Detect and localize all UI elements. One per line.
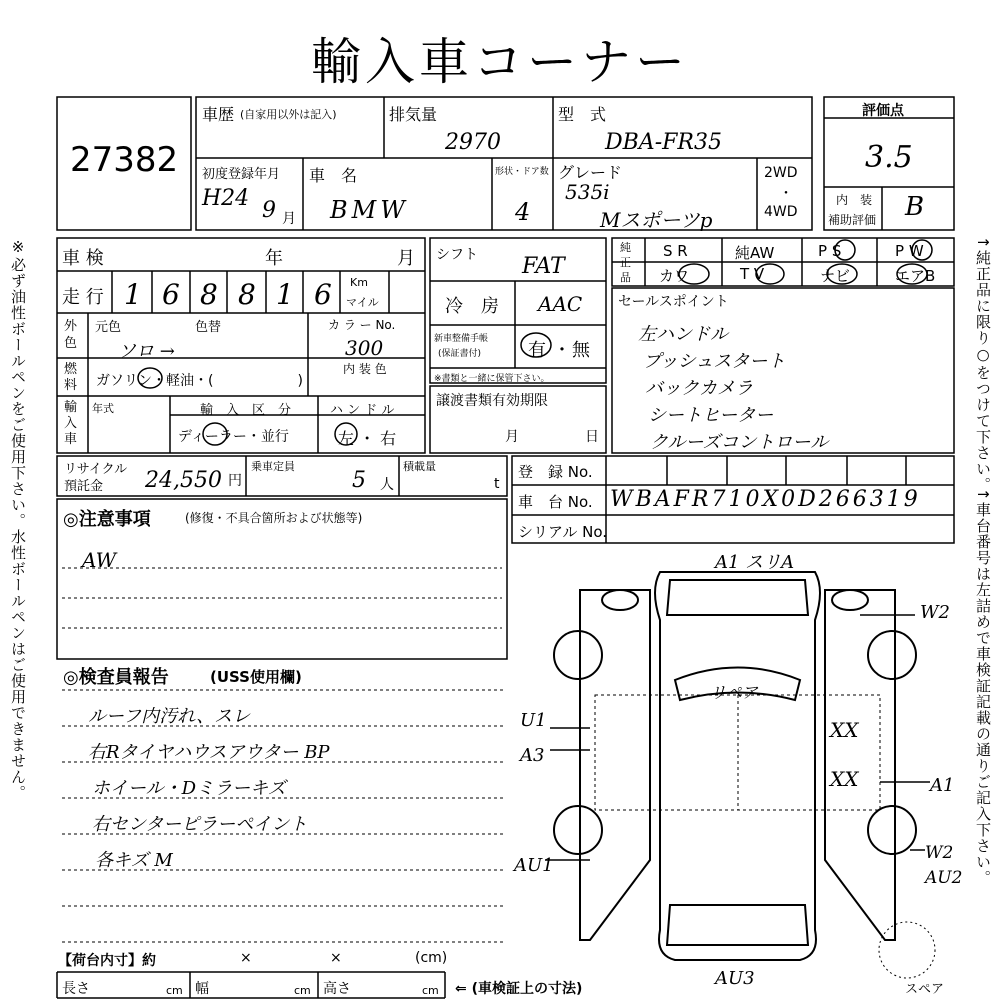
lot-number: 27382 [70,140,179,180]
diagram-left-2: A3 [520,745,545,766]
first-reg-year: H24 [202,186,250,211]
first-reg-month-unit: 月 [282,211,296,227]
diagram-spare-label: スペア [905,982,945,997]
mileage-unit-mile: マイル [346,296,379,309]
equip-ps: P S [818,242,842,260]
handle-label: ハ ン ド ル [330,403,395,418]
inspector-item-4: 右センターピラーペイント [92,814,308,835]
handle-value: 左 ・ 右 [338,429,397,448]
diagram-left-1: U1 [520,710,547,731]
doors-label: 形状・ドア数 [495,167,549,177]
cargo-width-unit: cm [294,984,311,997]
first-reg-month: 9 [262,198,276,223]
diagram-au2: AU2 [925,868,963,888]
interior-label: 内 装 [836,193,873,207]
cautions-label: ◎注意事項 [63,509,151,530]
first-reg-label: 初度登録年月 [202,167,281,182]
diagram-au1: AU1 [514,855,554,876]
sales-points-label: セールスポイント [618,294,729,310]
load-unit: t [494,476,500,492]
interior-sub-label: 補助評価 [828,213,877,227]
diagram-xx-2: XX [830,767,859,791]
capacity-value: 5 [352,468,366,493]
exterior-color-label: 外色 [64,319,78,351]
interior-color-label: 内 装 色 [343,362,387,376]
drive-dot: ・ [779,186,793,202]
maintenance-note: ※書類と一緒に保管下さい。 [434,374,550,384]
car-name-value: BMW [330,196,409,224]
equip-navi: ナビ [820,267,851,285]
mileage-digit-5: 1 [276,278,294,311]
capacity-label: 乗車定員 [251,460,295,473]
diagram-w2-bottom: W2 [925,843,954,863]
ac-label: 冷 房 [445,296,499,317]
history-label: 車歴 [202,105,235,124]
diagram-rear-note: AU3 [715,968,755,989]
maintenance-label: 新車整備手帳 [434,334,489,344]
import-type-value: ディーラー・並行 [178,429,289,445]
inspector-label: ◎検査員報告 [63,667,169,688]
sales-point-3: バックカメラ [645,378,753,399]
inspector-item-2: 右Rタイヤハウスアウター BP [88,742,330,763]
recycle-label: リサイクル [64,462,128,477]
exterior-orig-label: 元色 [95,320,122,335]
cargo-length-label: 長さ [62,981,90,997]
recycle-sub-label: 預託金 [64,479,104,494]
grade-value-1: 535i [565,180,610,204]
color-no-value: 300 [345,336,384,360]
inspection-year: 年 [265,248,283,269]
cargo-x1: × [240,950,252,966]
car-name-label: 車 名 [309,166,358,185]
evaluation-score: 3.5 [865,140,913,175]
page-title: 輸入車コーナー [311,33,689,91]
maintenance-sub-label: (保証書付) [438,349,482,359]
cautions-note: (修復・不具合箇所および状態等) [185,511,363,525]
car-diagram [520,560,963,980]
import-type-label: 輸 入 区 分 [200,403,292,418]
transfer-label: 譲渡書類有効期限 [436,393,548,409]
history-note: (自家用以外は記入) [240,108,337,121]
handle-left-circle [332,420,360,448]
drive-2wd: 2WD [764,165,798,181]
left-margin-note: ※必ず油性ボールペンをご使用下さい。水性ボールペンはご使用できません。 [9,238,27,801]
chassis-label: 車 台 No. [518,493,593,511]
right-margin-note-chassis: ↑車台番号は左詰めで車検証記載の通りご記入下さい。 [974,488,992,886]
diagram-xx-1: XX [830,718,859,742]
equip-leather: カワ [659,267,690,285]
recycle-value: 24,550 [145,468,222,493]
cargo-note: ⇐ (車検証上の寸法) [455,981,583,997]
mileage-digit-4: 8 [238,278,256,311]
fuel-label: 燃料 [64,362,78,393]
color-no-label: カ ラ ー No. [328,318,396,332]
exterior-orig-value: ソロ → [118,341,175,362]
model-type-value: DBA-FR35 [605,130,722,155]
diagram-front-note: A1 スリA [715,552,795,573]
inspector-item-3: ホイール・Dミラーキズ [92,778,286,799]
load-label: 積載量 [403,460,436,473]
equip-tv: T V [740,265,765,283]
grade-value-2: Mスポーツp [600,208,713,232]
cautions-value: AW [82,548,117,572]
doors-value: 4 [515,198,531,226]
model-type-label: 型 式 [558,105,607,124]
diagram-roof-note: リペア [710,683,758,702]
sales-point-5: クルーズコントロール [650,432,829,453]
maintenance-dot: ・ [553,340,571,361]
mileage-unit-km: Km [350,276,368,289]
mileage-digit-6: 6 [314,278,332,311]
displacement-label: 排気量 [389,105,438,124]
shift-value: FAT [522,254,565,279]
cargo-x2: × [330,950,342,966]
mileage-label: 走 行 [62,287,104,308]
equip-pw: P W [895,242,924,260]
equipment-circles [612,238,954,286]
cargo-label: 【荷台内寸】約 [58,953,156,969]
mileage-digit-1: 1 [124,278,142,311]
inspector-item-1: ルーフ内汚れ、スレ [88,706,251,727]
transfer-day: 日 [585,429,599,445]
inspection-label: 車 検 [62,248,104,269]
sales-point-4: シートヒーター [648,405,774,426]
equipment-label: 純正品 [620,241,631,284]
maintenance-yes: 有 [528,340,546,361]
interior-value: B [905,192,925,222]
registration-label: 登 録 No. [518,463,593,481]
drive-4wd: 4WD [764,204,798,220]
cargo-unit: (cm) [415,950,448,966]
ac-value: AAC [538,292,583,316]
transfer-month: 月 [505,429,519,445]
inspection-month: 月 [397,248,415,269]
sales-point-1: 左ハンドル [638,324,728,345]
inspector-note: (USS使用欄) [210,668,302,686]
import-dealer-circle [200,420,230,448]
evaluation-label: 評価点 [862,103,904,119]
mileage-digit-2: 6 [162,278,180,311]
maintenance-yes-circle [518,330,554,360]
recycle-unit: 円 [228,473,242,489]
import-year-label: 年式 [92,402,114,415]
equip-sr: S R [663,242,688,260]
maintenance-no: 無 [572,340,590,361]
fuel-gasoline-circle [135,366,165,390]
diagram-w2-top: W2 [920,602,950,623]
capacity-unit: 人 [380,477,394,493]
right-margin-note-equipment: ↑純正品に限り○をつけて下さい。 [974,236,992,493]
chassis-value: WBAFR710X0D266319 [610,487,921,512]
cargo-height-unit: cm [422,984,439,997]
serial-label: シリアル No. [518,523,608,541]
exterior-change-label: 色替 [195,320,222,335]
diagram-a1: A1 [930,775,955,796]
fuel-value: ガソリン・軽油・( ) [96,373,303,389]
cargo-height-label: 高さ [323,981,351,997]
mileage-digit-3: 8 [200,278,218,311]
equip-aw: 純AW [735,244,775,262]
cargo-width-label: 幅 [195,981,209,997]
grade-label: グレード [558,163,623,182]
sales-point-2: プッシュスタート [643,351,786,372]
import-label: 輸入車 [64,400,78,447]
inspector-item-5: 各キズ M [95,850,173,871]
displacement-value: 2970 [445,130,501,155]
cargo-length-unit: cm [166,984,183,997]
shift-label: シフト [436,247,478,263]
equip-airbag: エアB [895,267,936,285]
